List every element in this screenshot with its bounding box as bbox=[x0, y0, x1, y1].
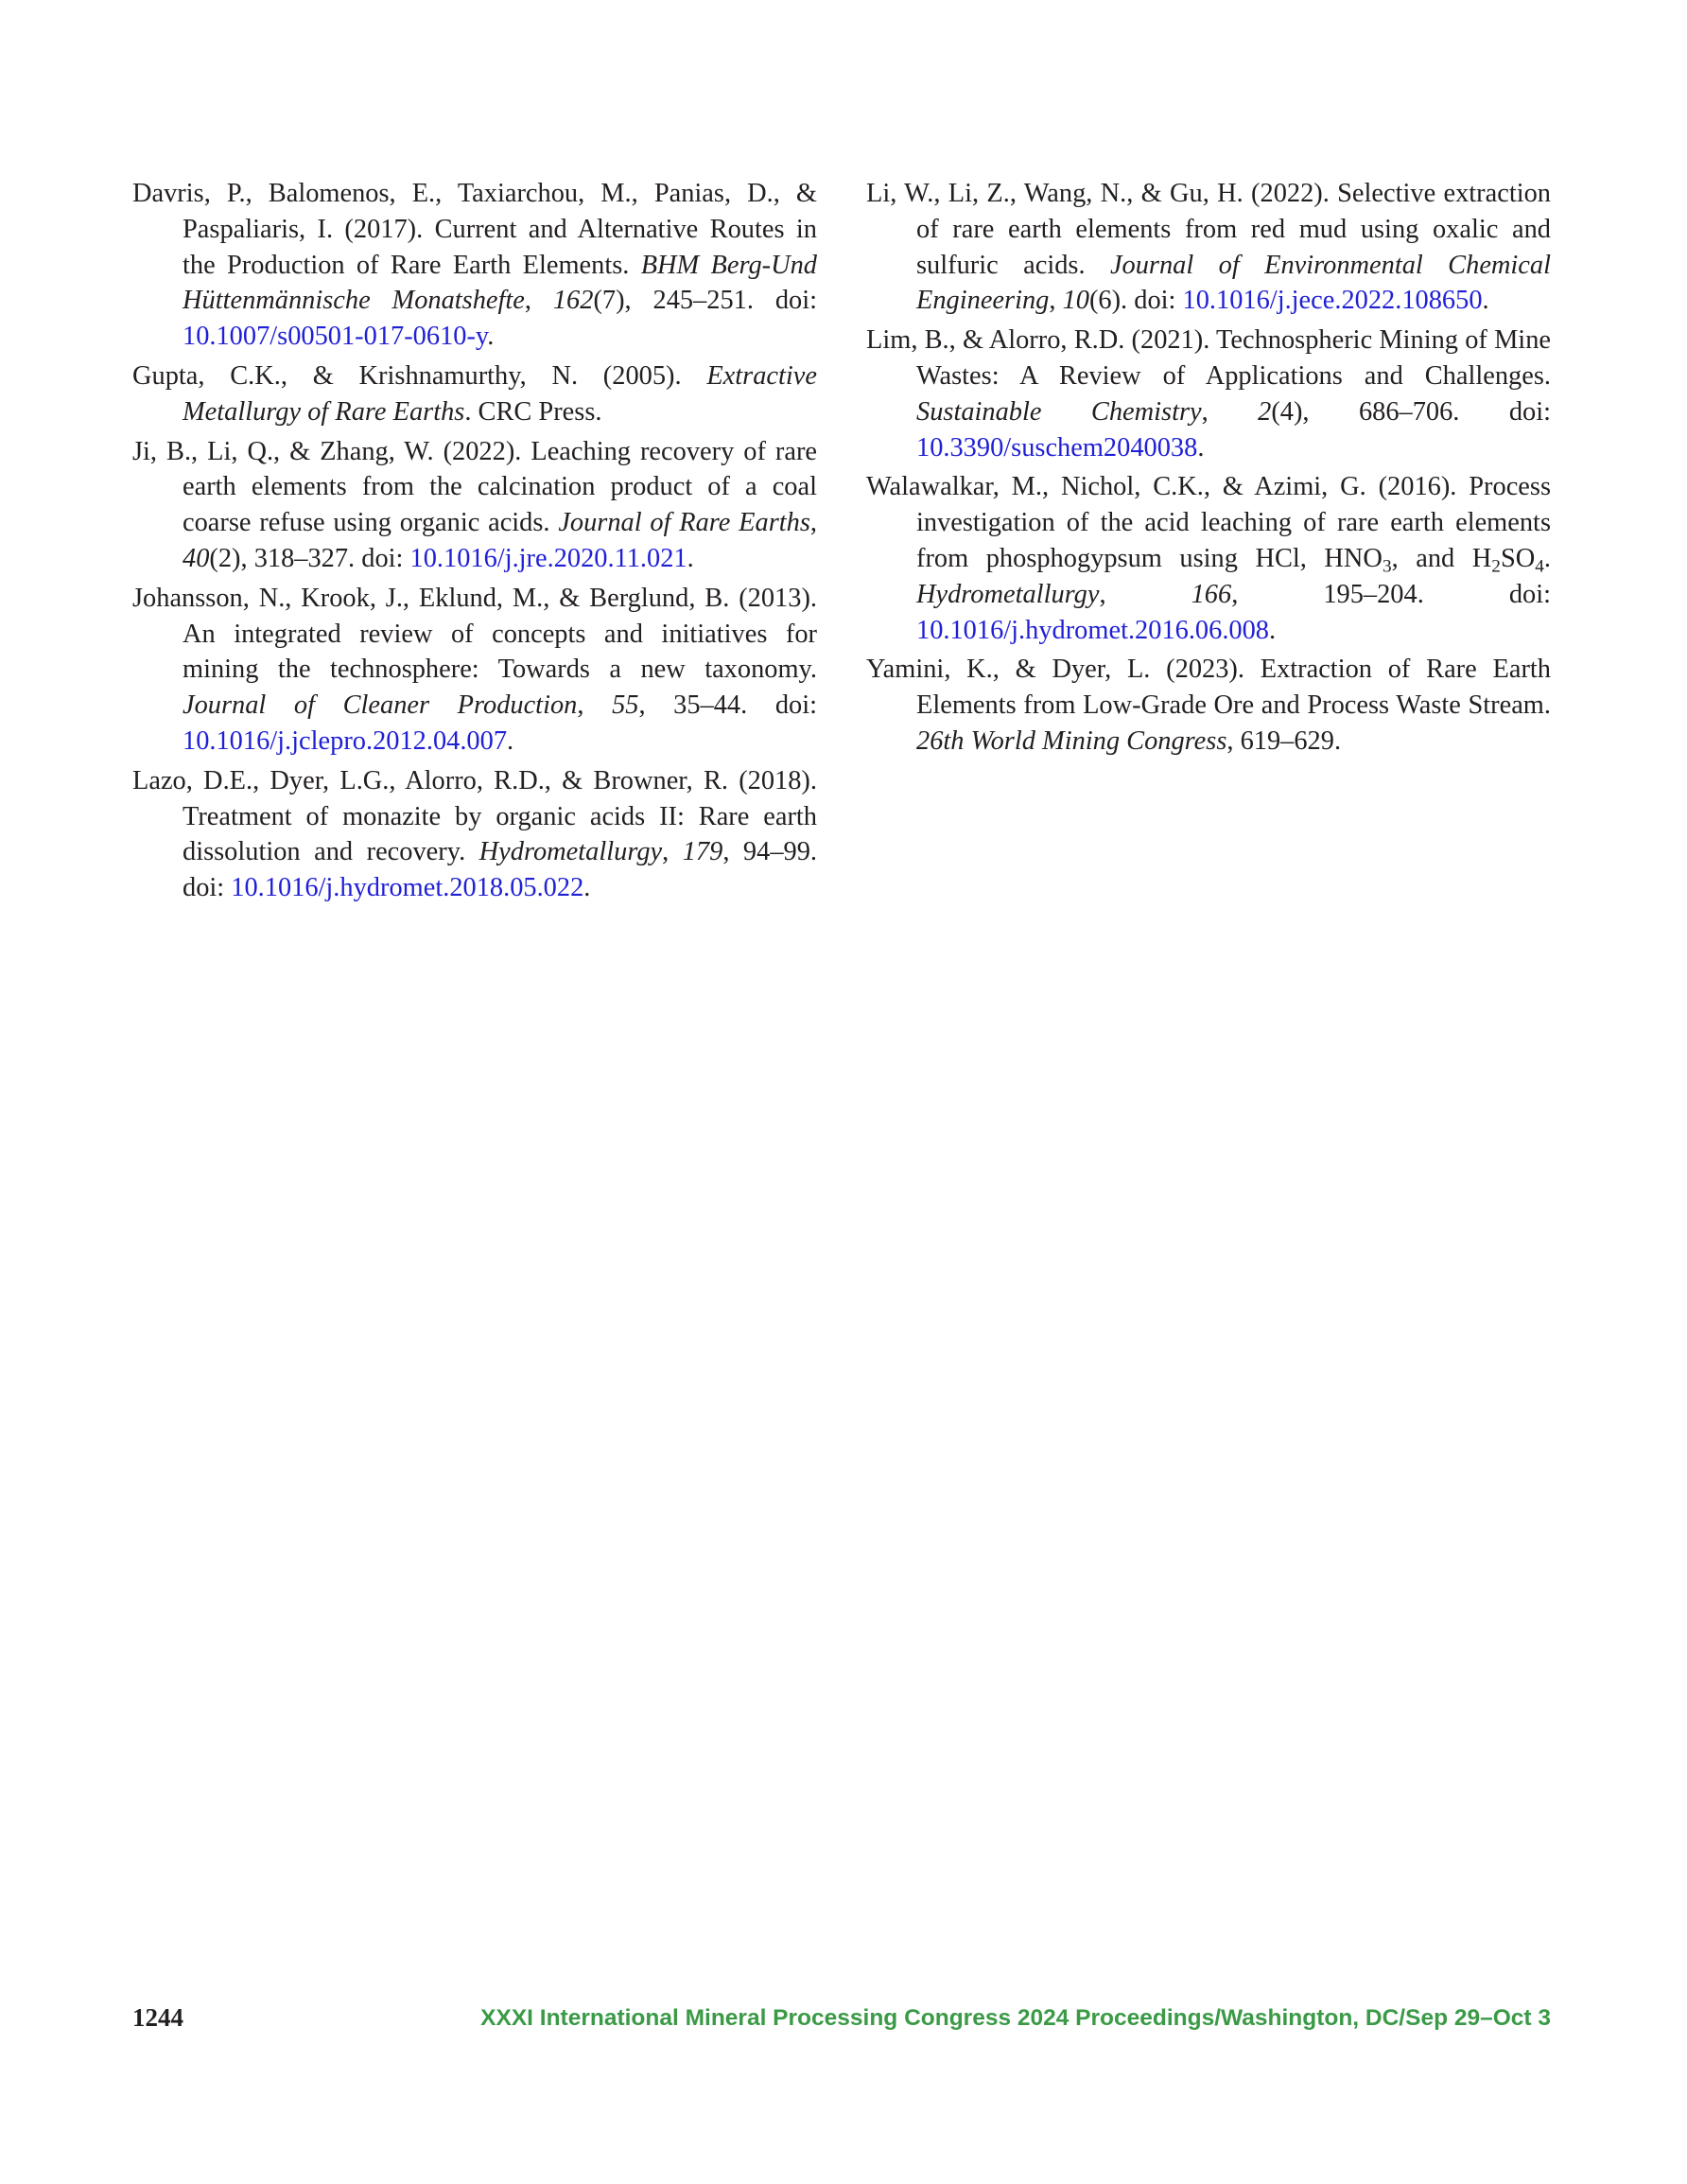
reference-text: , bbox=[1049, 286, 1063, 316]
reference-text: . bbox=[1482, 286, 1489, 316]
reference-journal: Hydrometallurgy bbox=[478, 837, 663, 867]
reference-text: , 94–99. doi: bbox=[183, 837, 817, 903]
reference-entry bbox=[866, 323, 1551, 465]
reference-text: Gupta, C.K., & Krishnamurthy, N. (2005). bbox=[132, 360, 707, 391]
reference-journal: 26th World Mining Congress bbox=[916, 725, 1227, 756]
reference-volume: 40 bbox=[183, 543, 210, 573]
reference-volume: 166 bbox=[1191, 579, 1232, 609]
reference-volume: 162 bbox=[552, 286, 594, 316]
reference-text: , and H bbox=[1391, 543, 1492, 573]
reference-text: . bbox=[1197, 432, 1205, 463]
reference-text: Davris, P., Balomenos, E., Taxiarchou, M., Panias, D., & Paspaliaris, I. (2017). Current and Alternative Routes in the Production of Rare Earth Elements. bbox=[132, 179, 817, 280]
reference-text: , 619–629. bbox=[1226, 725, 1342, 756]
reference-text: . CRC Press. bbox=[464, 396, 602, 427]
reference-text: (2), 318–327. doi: bbox=[209, 543, 410, 573]
reference-entry bbox=[132, 434, 817, 577]
subscript: 4 bbox=[1535, 556, 1544, 577]
reference-text: SO bbox=[1500, 543, 1536, 573]
reference-text: (6). doi: bbox=[1088, 286, 1183, 316]
reference-text: . bbox=[1269, 615, 1277, 645]
reference-text: Walawalkar, M., Nichol, C.K., & Azimi, G. (2016). Process investigation of the acid leaching of rare earth elements from phosphogypsum using HCl, HNO bbox=[866, 472, 1551, 573]
reference-journal: Extractive Metallurgy of Rare Earths bbox=[183, 360, 817, 427]
reference-entry bbox=[866, 469, 1551, 648]
reference-volume: 179 bbox=[682, 837, 723, 867]
reference-text: , bbox=[662, 837, 683, 867]
reference-text: (7), 245–251. doi: bbox=[593, 286, 817, 316]
conference-title: XXXI International Mineral Processing Congress 2024 Proceedings/Washington, DC/Sep 29–Oct 3 bbox=[480, 2005, 1551, 2031]
reference-text: , bbox=[1201, 396, 1259, 427]
reference-entry bbox=[132, 358, 817, 430]
reference-text: (4), 686–706. doi: bbox=[1271, 396, 1551, 427]
reference-text: Li, W., Li, Z., Wang, N., & Gu, H. (2022). Selective extraction of rare earth elements from red mud using oxalic and sulfuric acids. bbox=[866, 179, 1551, 280]
reference-text: . bbox=[487, 322, 495, 352]
doi-link[interactable]: 10.1016/j.jre.2020.11.021 bbox=[409, 543, 687, 573]
subscript: 2 bbox=[1491, 556, 1501, 577]
reference-text: . bbox=[507, 725, 514, 756]
page-number: 1244 bbox=[132, 2003, 183, 2032]
reference-journal: Journal of Rare Earths bbox=[558, 508, 810, 538]
reference-text: Ji, B., Li, Q., & Zhang, W. (2022). Leaching recovery of rare earth elements from the calcination product of a coal coarse refuse using organic acids. bbox=[132, 436, 817, 538]
doi-link[interactable]: 10.3390/suschem2040038 bbox=[916, 432, 1198, 463]
doi-link[interactable]: 10.1016/j.jece.2022.108650 bbox=[1182, 286, 1483, 316]
reference-entry bbox=[132, 581, 817, 760]
reference-text: , 35–44. doi: bbox=[638, 690, 817, 721]
reference-text: . bbox=[687, 543, 694, 573]
reference-entry bbox=[132, 176, 817, 355]
reference-text: . bbox=[583, 873, 591, 903]
reference-text: , bbox=[524, 286, 553, 316]
reference-text: Johansson, N., Krook, J., Eklund, M., & Berglund, B. (2013). An integrated review of concepts and initiatives for mining the technosphere: Towards a new taxonomy. bbox=[132, 583, 817, 685]
reference-journal: BHM Berg-Und Hüttenmännische Monatshefte bbox=[183, 250, 818, 316]
doi-link[interactable]: 10.1016/j.hydromet.2016.06.008 bbox=[916, 615, 1270, 645]
page-footer bbox=[132, 2003, 1551, 2041]
reference-entry bbox=[866, 652, 1551, 759]
reference-text: , 195–204. doi: bbox=[1231, 579, 1551, 609]
subscript: 3 bbox=[1382, 556, 1392, 577]
reference-volume: 10 bbox=[1062, 286, 1089, 316]
doi-link[interactable]: 10.1016/j.hydromet.2018.05.022 bbox=[231, 873, 584, 903]
doi-link[interactable]: 10.1007/s00501-017-0610-y bbox=[183, 322, 488, 352]
reference-text: , bbox=[1099, 579, 1191, 609]
reference-journal: Sustainable Chemistry bbox=[916, 396, 1202, 427]
reference-entry bbox=[866, 176, 1551, 319]
reference-journal: Hydrometallurgy bbox=[916, 579, 1100, 609]
reference-text: , bbox=[577, 690, 613, 721]
references-right-column bbox=[866, 176, 1551, 763]
reference-text: Lazo, D.E., Dyer, L.G., Alorro, R.D., & Browner, R. (2018). Treatment of monazite by organic acids II: Rare earth dissolution and recovery. bbox=[132, 765, 817, 867]
reference-text: . bbox=[1543, 543, 1551, 573]
reference-journal: Journal of Environmental Chemical Engineering bbox=[916, 250, 1551, 316]
reference-volume: 55 bbox=[612, 690, 639, 721]
reference-text: Yamini, K., & Dyer, L. (2023). Extraction of Rare Earth Elements from Low-Grade Ore and Process Waste Stream. bbox=[866, 655, 1551, 721]
doi-link[interactable]: 10.1016/j.jclepro.2012.04.007 bbox=[183, 725, 508, 756]
reference-text: , bbox=[809, 508, 818, 538]
reference-text: Lim, B., & Alorro, R.D. (2021). Technospheric Mining of Mine Wastes: A Review of Applications and Challenges. bbox=[866, 325, 1551, 391]
reference-entry bbox=[132, 763, 817, 906]
reference-journal: Journal of Cleaner Production bbox=[183, 690, 578, 721]
reference-volume: 2 bbox=[1258, 396, 1272, 427]
references-left-column bbox=[132, 176, 817, 910]
